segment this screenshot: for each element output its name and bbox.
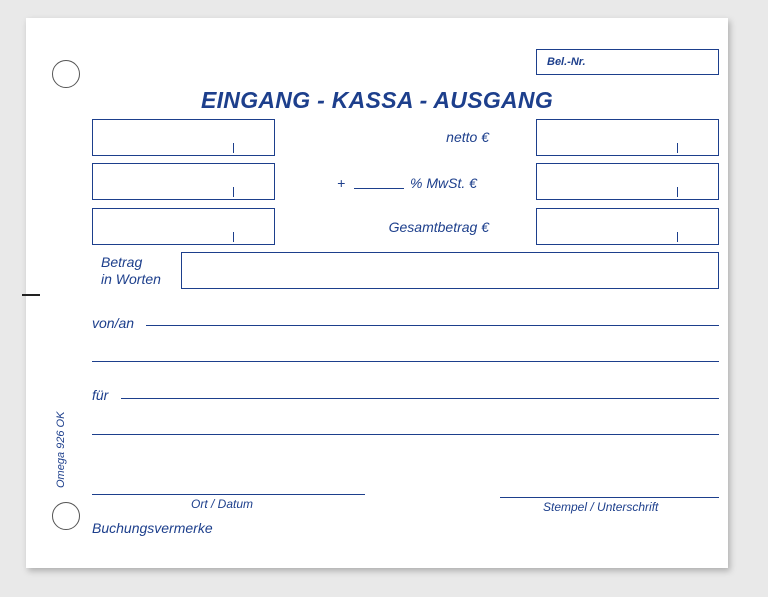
left-net-field[interactable]: [92, 119, 275, 156]
decimal-tick: [233, 143, 234, 153]
vat-percent-line[interactable]: [354, 188, 404, 189]
decimal-tick: [233, 232, 234, 242]
net-label: netto €: [446, 129, 489, 145]
decimal-tick: [233, 187, 234, 197]
receipt-form-sheet: [26, 18, 728, 568]
punch-hole-bottom: [52, 502, 80, 530]
right-total-field[interactable]: [536, 208, 719, 245]
amount-in-words-label: [101, 254, 161, 288]
amount-in-words-line2: in Worten: [101, 271, 161, 287]
from-to-line-2[interactable]: [92, 361, 719, 362]
amount-in-words-line1: Betrag: [101, 254, 143, 270]
for-line[interactable]: [121, 398, 719, 399]
form-title: EINGANG - KASSA - AUSGANG: [200, 87, 554, 113]
place-date-label: Ort / Datum: [191, 497, 254, 511]
right-net-field[interactable]: [536, 119, 719, 156]
place-date-line[interactable]: [92, 494, 365, 495]
decimal-tick: [677, 143, 678, 153]
for-label: für: [92, 387, 109, 403]
right-vat-field[interactable]: [536, 163, 719, 200]
total-label: Gesamtbetrag €: [388, 219, 489, 235]
for-line-2[interactable]: [92, 434, 719, 435]
stamp-signature-label: Stempel / Unterschrift: [543, 500, 659, 514]
stamp-signature-line[interactable]: [500, 497, 719, 498]
from-to-line[interactable]: [146, 325, 719, 326]
product-code: Omega 926 OK: [55, 411, 67, 488]
left-vat-field[interactable]: [92, 163, 275, 200]
booking-notes-label: Buchungsvermerke: [92, 520, 213, 536]
amount-in-words-field[interactable]: [181, 252, 719, 289]
from-to-label: von/an: [92, 315, 135, 331]
punch-hole-top: [52, 60, 80, 88]
receipt-number-field[interactable]: [536, 49, 719, 75]
fold-mark: [22, 294, 40, 296]
receipt-number-label: Bel.-Nr.: [547, 56, 586, 68]
decimal-tick: [677, 187, 678, 197]
decimal-tick: [677, 232, 678, 242]
vat-prefix: +: [337, 175, 346, 191]
left-total-field[interactable]: [92, 208, 275, 245]
vat-label: % MwSt. €: [410, 175, 477, 191]
